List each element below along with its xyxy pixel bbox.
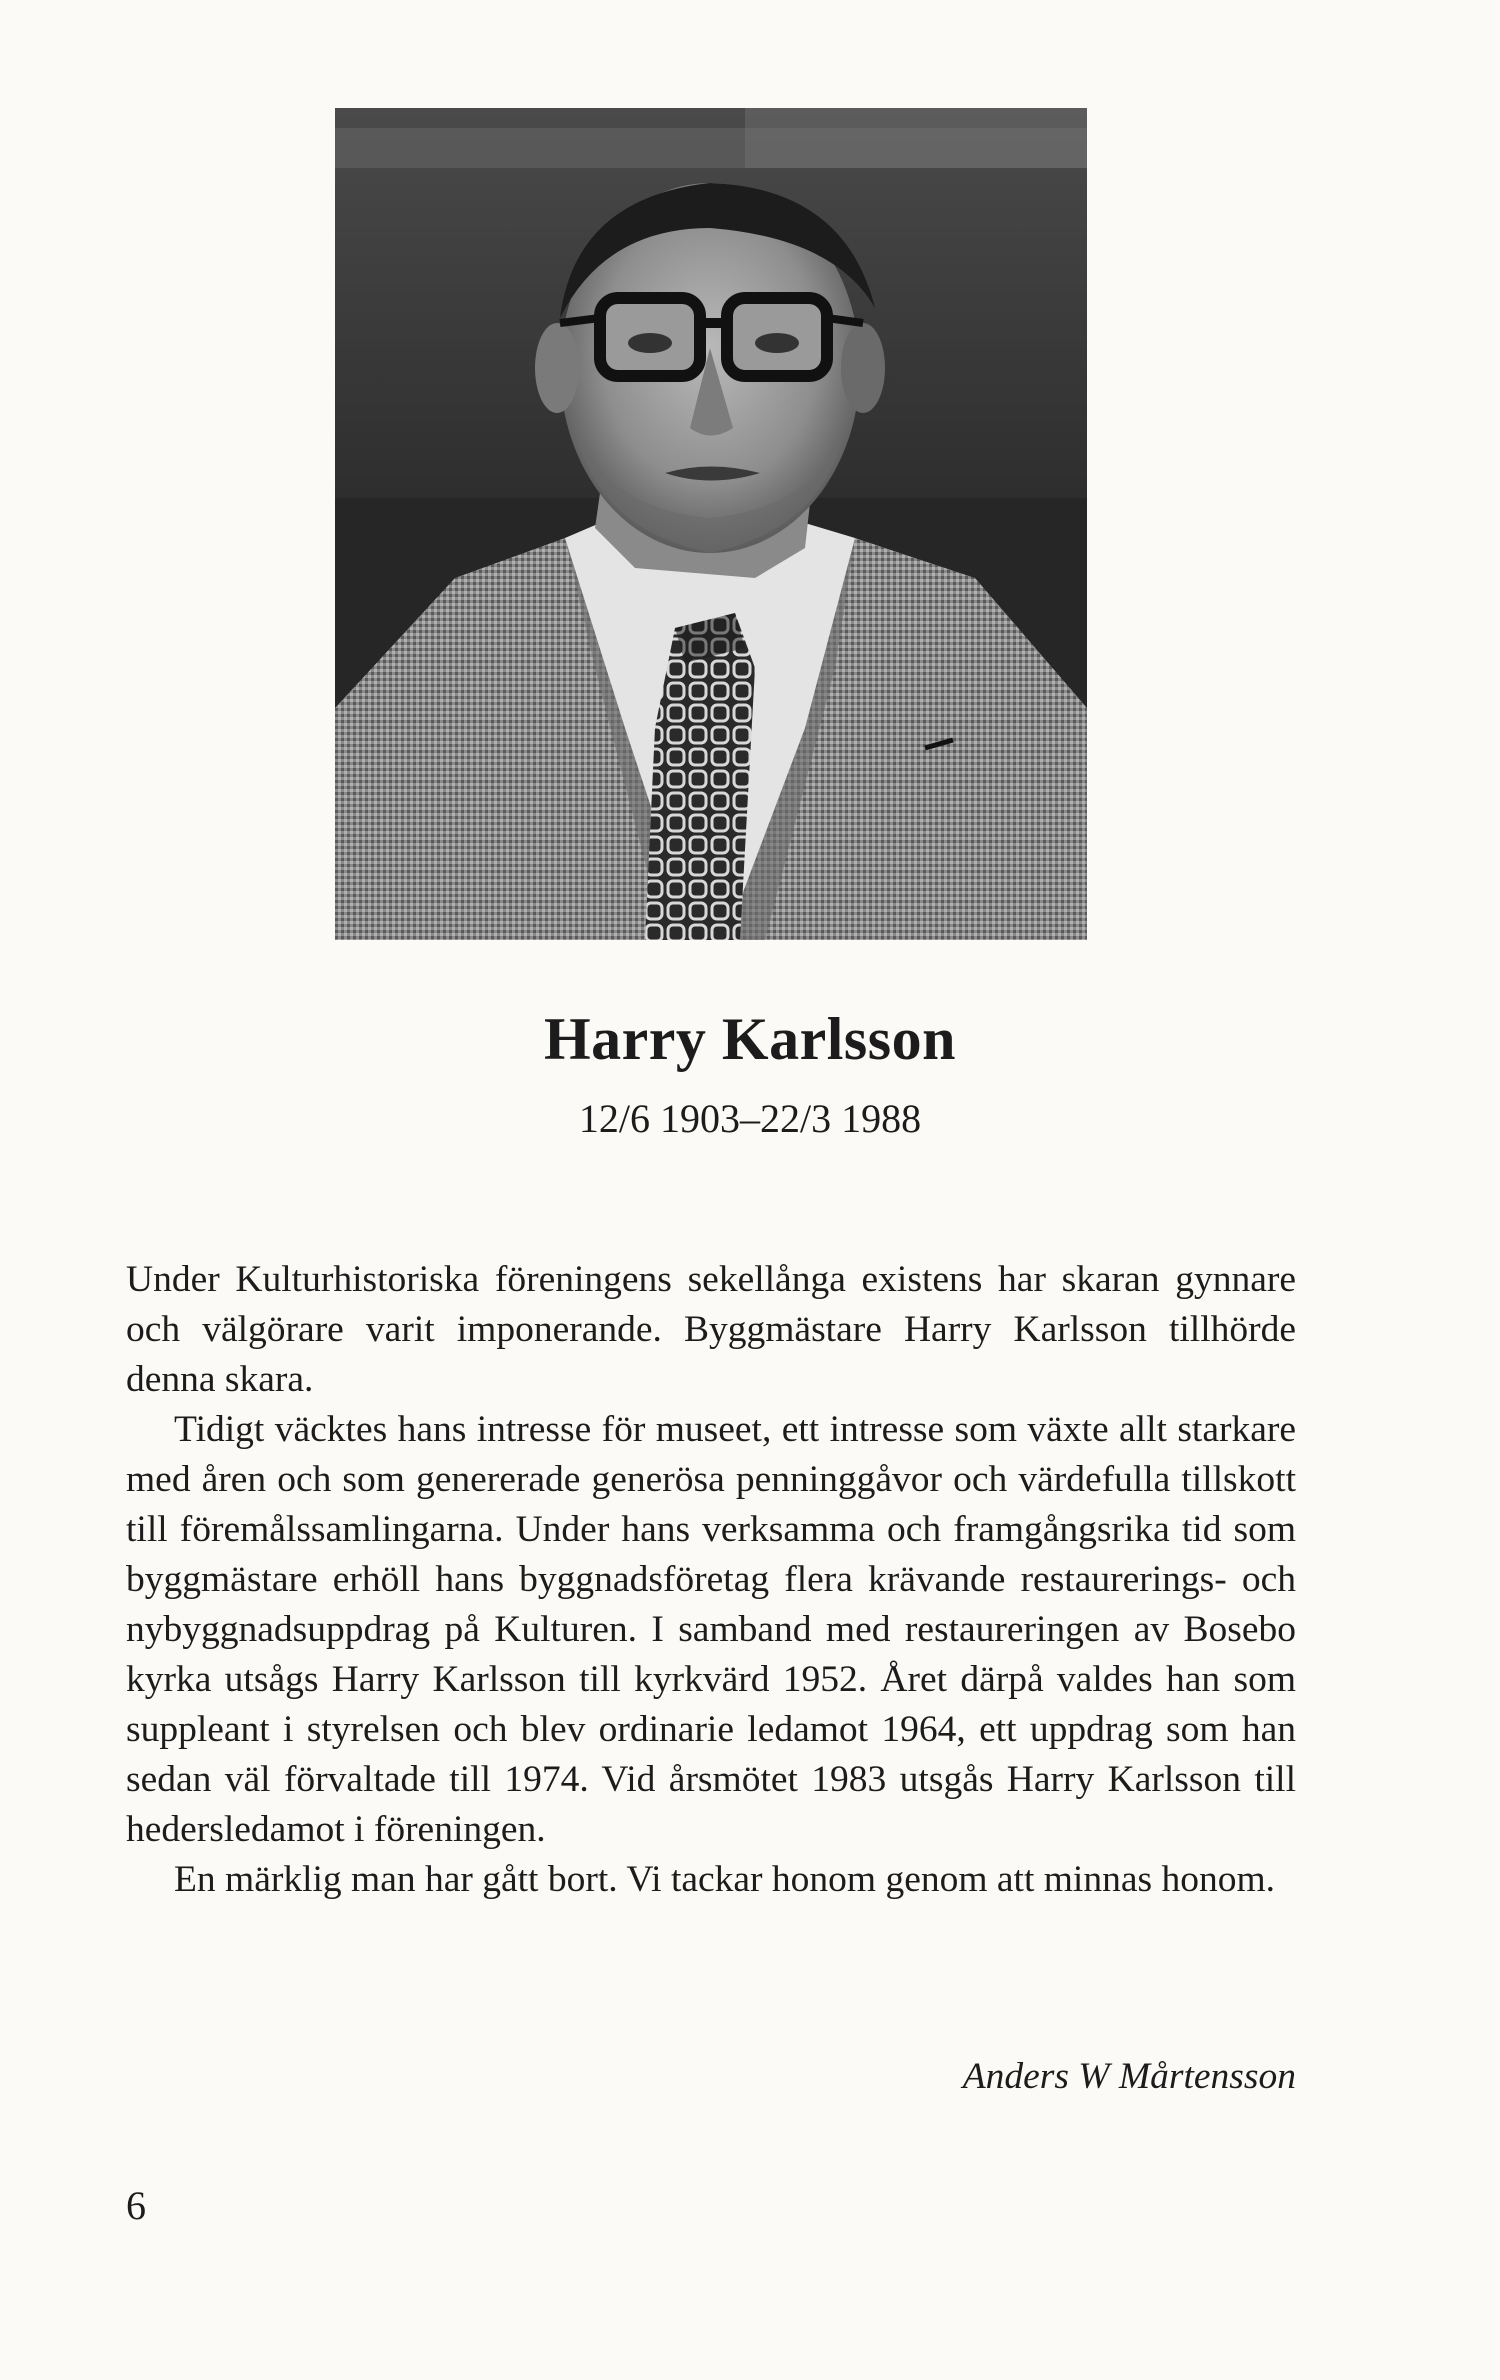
obituary-text: [126, 1255, 1296, 1905]
page-number: 6: [126, 2183, 146, 2228]
author-signature: Anders W Mårtensson: [962, 2056, 1296, 2097]
life-dates: 12/6 1903–22/3 1988: [578, 1096, 922, 1141]
paragraph: Tidigt väcktes hans intresse för museet, ett intresse som växte allt starkare med åren och som genererade generösa penninggåvor och värdefulla tillskott till föremålssamlingarna. Under hans verksamma och framgångsrika tid som byggmästare erhöll hans byggnadsföretag flera krävande restaurerings- och nybyggnadsuppdrag på Kulturen. I samband med restaureringen av Bosebo kyrka utsågs Harry Karlsson till kyrkvärd 1952. Året därpå valdes han som suppleant i styrelsen och blev ordinarie ledamot 1964, ett uppdrag som han sedan väl förvaltade till 1974. Vid årsmötet 1983 utsgås Harry Karlsson till hedersledamot i föreningen.: [126, 1409, 1296, 1850]
paragraph: Under Kulturhistoriska föreningens sekellånga existens har skaran gynnare och välgörare varit imponerande. Byggmästare Harry Karlsson tillhörde denna skara.: [126, 1259, 1296, 1400]
portrait-image: [335, 108, 1087, 940]
paragraph: En märklig man har gått bort. Vi tackar honom genom att minnas honom.: [174, 1859, 1275, 1900]
portrait-photo: [335, 108, 1087, 940]
person-name: Harry Karlsson: [544, 1006, 956, 1072]
